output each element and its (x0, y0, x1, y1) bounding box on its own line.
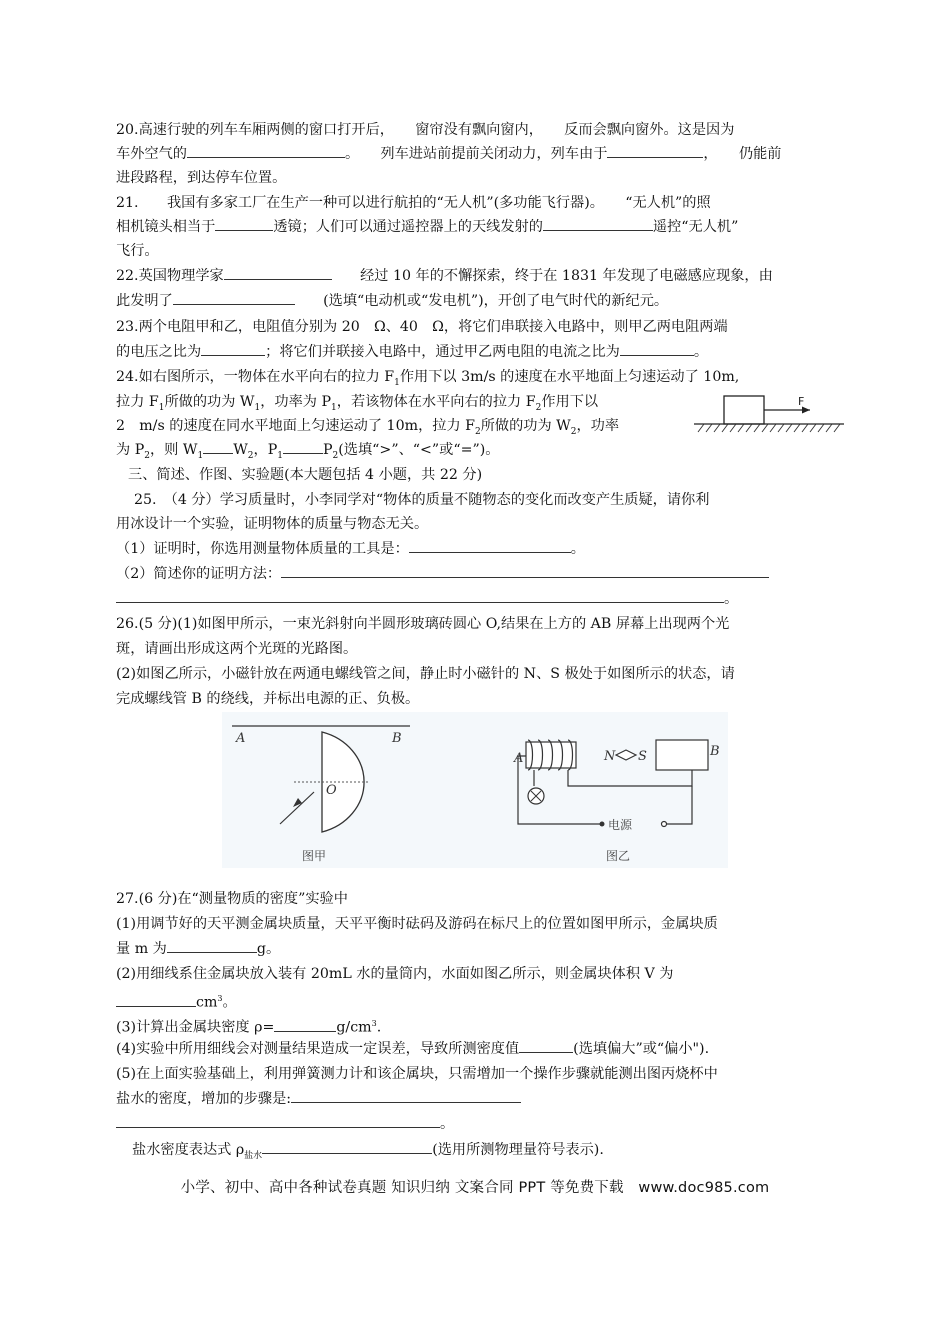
q21-text: 遥控“无人机” (652, 219, 739, 235)
subscript: 2 (332, 450, 339, 461)
answer-blank[interactable] (281, 563, 769, 578)
q27-text: g/cm (336, 1019, 372, 1036)
label-a: A (514, 751, 524, 766)
q27-text: (3)计算出金属块密度 ρ= (116, 1019, 275, 1036)
q27-line-4: (2)用细线系住金属块放入装有 20mL 水的量筒内，水面如图乙所示，则金属块体积 V 为 (116, 966, 674, 982)
q27-line-1: 27.(6 分)在“测量物质的密度”实验中 (116, 891, 348, 907)
q24-text: 作用下以 3m/s 的速度在水平地面上匀速运动了 10m, (399, 369, 740, 385)
q27-text: 。 (440, 1116, 455, 1132)
q27-text: 盐水密度表达式 ρ (132, 1142, 245, 1158)
q25-line-4 (116, 562, 846, 586)
subscript: 1 (197, 450, 204, 461)
q24-text: 24.如右图所示，一物体在水平向右的拉力 F (116, 369, 395, 385)
q23-line-1: 23.两个电阻甲和乙，电阻值分别为 20 Ω、40 Ω，将它们串联接入电路中，则甲乙两电阻两端 (116, 319, 728, 335)
answer-blank[interactable] (167, 938, 257, 953)
q24-text: ，若该物体在水平向右的拉力 F (336, 394, 536, 410)
q26-figures (222, 712, 728, 868)
block (724, 396, 764, 424)
q21-line-2 (116, 215, 846, 239)
answer-blank[interactable] (203, 439, 233, 454)
label-n: N (604, 749, 616, 764)
answer-blank[interactable] (262, 1139, 432, 1154)
subscript: 盐水 (244, 1150, 263, 1161)
q20-line-3: 进段路程，到达停车位置。 (116, 170, 287, 186)
q26-line-3: (2)如图乙所示，小磁针放在两通电螺线管之间，静止时小磁针的 N、S 极处于如图所示的状态，请 (116, 666, 735, 682)
q27-text: (4)实验中所用细线会对测量结果造成一定误差，导致所测密度值 (116, 1041, 520, 1057)
q27-line-2: (1)用调节好的天平测金属块质量，天平平衡时砝码及游码在标尺上的位置如图甲所示，金属块质 (116, 916, 718, 932)
power-source-label: 电源 (608, 818, 633, 832)
superscript: 3 (217, 994, 223, 1003)
solenoid-a (526, 742, 576, 768)
label-b: B (392, 731, 402, 746)
q27-line-6 (116, 1012, 846, 1040)
answer-blank[interactable] (291, 1088, 521, 1103)
q25-text: （1）证明时，你选用测量物体质量的工具是： (116, 541, 409, 557)
q23-text: 。 (693, 344, 709, 360)
q27-text: 量 m 为 (116, 941, 167, 957)
q27-text: . (376, 1019, 382, 1036)
subscript: 1 (394, 377, 400, 388)
answer-blank[interactable] (201, 341, 265, 356)
q21-text: 相机镜头相当于 (116, 219, 216, 235)
q22-line-1 (116, 264, 846, 288)
force-diagram (694, 392, 844, 440)
caption-fig-b: 图乙 (606, 849, 631, 863)
q27-line-11 (132, 1138, 862, 1168)
q24-text: P (322, 442, 333, 458)
answer-blank[interactable] (409, 538, 571, 553)
subscript: 1 (158, 402, 165, 413)
subscript: 1 (277, 450, 283, 461)
q27-line-3 (116, 937, 846, 961)
terminal (600, 822, 605, 827)
page-footer: 小学、初中、高中各种试卷真题 知识归纳 文案合同 PPT 等免费下载 www.doc985.com (180, 1180, 770, 1196)
q21-line-3: 飞行。 (116, 243, 159, 259)
q27-line-7 (116, 1037, 846, 1061)
q21-line-1: 21. 我国有多家工厂在生产一种可以进行航拍的“无人机”(多功能飞行器)。 “无人机”的照 (116, 195, 711, 211)
q24-text: ，功率为 P (260, 394, 332, 410)
q23-text: 的电压之比为 (116, 344, 202, 360)
q26-line-2: 斑，请画出形成这两个光斑的光路图。 (116, 641, 358, 657)
force-label: F (798, 395, 805, 408)
terminal (662, 822, 667, 827)
answer-blank[interactable] (215, 216, 273, 231)
q22-text: 22.英国物理学家 (116, 268, 224, 284)
q27-line-8: (5)在上面实验基础上，利用弹簧测力计和该企属块，只需增加一个操作步骤就能测出图丙烧杯中 (116, 1066, 718, 1082)
q20-text: 车外空气的 (116, 146, 187, 162)
caption-fig-a: 图甲 (302, 849, 327, 863)
q20-line-1: 20.高速行驶的列车车厢两侧的窗口打开后， 窗帘没有飘向窗内， 反而会飘向窗外。这是因为 (116, 122, 735, 138)
q20-line-2 (116, 142, 846, 166)
section-heading: 三、简述、作图、实验题(本大题包括 4 小题，共 22 分) (128, 467, 483, 483)
subscript: 2 (144, 450, 150, 461)
q27-text: (选填偏大”或“偏小"). (573, 1041, 710, 1057)
q24-text: 作用下以 (541, 394, 599, 410)
q22-text: (选填“电动机或“发电机”)，开创了电气时代的新纪元。 (294, 293, 669, 309)
subscript: 1 (254, 402, 261, 413)
answer-blank[interactable] (116, 992, 196, 1007)
q24-text: 拉力 F (116, 394, 159, 410)
q24-text: 所做的功为 W (164, 394, 255, 410)
q27-text: (选用所测物理量符号表示). (432, 1142, 604, 1158)
answer-blank[interactable] (620, 341, 694, 356)
q22-line-2 (116, 289, 846, 313)
q25-line-3 (116, 537, 846, 561)
subscript: 2 (535, 402, 542, 413)
q24-text: 为 P (116, 442, 145, 458)
answer-blank[interactable] (173, 290, 295, 305)
q26-line-4: 完成螺线管 B 的绕线，并标出电源的正、负极。 (116, 691, 420, 707)
label-a: A (236, 731, 246, 746)
q25-line-5 (116, 587, 846, 611)
subscript: 2 (247, 450, 254, 461)
figure-background (222, 712, 728, 868)
answer-blank[interactable] (224, 265, 332, 280)
superscript: 3 (371, 1019, 377, 1028)
q25-line-1: 25. （4 分）学习质量时，小李同学对“物体的质量不随物态的变化而改变产生质疑，请你利 (134, 492, 710, 508)
q21-text: 透镜；人们可以通过遥控器上的天线发射的 (273, 219, 543, 235)
q23-text: ；将它们并联接入电路中，通过甲乙两电阻的电流之比为 (265, 344, 620, 360)
answer-blank[interactable] (543, 216, 653, 231)
label-o: O (326, 783, 337, 798)
subscript: 1 (331, 402, 337, 413)
q27-line-9 (116, 1087, 846, 1111)
q24-text: 所做的功为 W (480, 418, 571, 434)
q20-text: 。 列车进站前提前关闭动力，列车由于 (344, 146, 608, 162)
q26-line-1: 26.(5 分)(1)如图甲所示，一束光斜射向半圆形玻璃砖圆心 O,结果在上方的 AB 屏幕上出现两个光 (116, 616, 730, 632)
label-s: S (638, 749, 647, 764)
solenoid-b (656, 740, 708, 770)
answer-blank[interactable] (187, 143, 345, 158)
answer-blank[interactable] (116, 1113, 440, 1128)
q24-text: ，功率 (576, 418, 620, 434)
q27-text: 。 (222, 994, 237, 1011)
answer-blank[interactable] (116, 588, 724, 603)
q22-text: 此发明了 (116, 293, 173, 309)
q27-text: 盐水的密度，增加的步骤是: (116, 1091, 292, 1107)
q20-text: ， 仍能前 (703, 146, 782, 162)
q24-text: W (233, 442, 248, 458)
answer-blank[interactable] (274, 1017, 336, 1032)
q24-text: 2 m/s 的速度在同水平地面上匀速运动了 10m，拉力 F (116, 418, 475, 434)
q23-line-2 (116, 340, 846, 364)
q25-line-2: 用冰设计一个实验，证明物体的质量与物态无关。 (116, 516, 429, 532)
answer-blank[interactable] (283, 439, 323, 454)
q24-text: (选填“>”、“<”或“=”)。 (338, 442, 500, 458)
answer-blank[interactable] (519, 1038, 573, 1053)
q25-text: 。 (570, 541, 585, 557)
q22-text: 经过 10 年的不懈探索，终于在 1831 年发现了电磁感应现象，由 (331, 268, 773, 284)
ground-hatch (698, 424, 840, 432)
answer-blank[interactable] (607, 143, 703, 158)
q24-text: ，P (253, 442, 278, 458)
q27-text: cm (196, 994, 218, 1011)
q25-text: （2）简述你的证明方法： (116, 566, 282, 582)
q27-line-5 (116, 987, 846, 1015)
q25-text: 。 (724, 591, 739, 607)
q24-text: ，则 W (149, 442, 198, 458)
label-b: B (710, 744, 720, 759)
q27-text: g。 (256, 941, 281, 957)
subscript: 2 (570, 426, 577, 437)
q27-line-10 (116, 1112, 846, 1136)
subscript: 2 (474, 426, 481, 437)
